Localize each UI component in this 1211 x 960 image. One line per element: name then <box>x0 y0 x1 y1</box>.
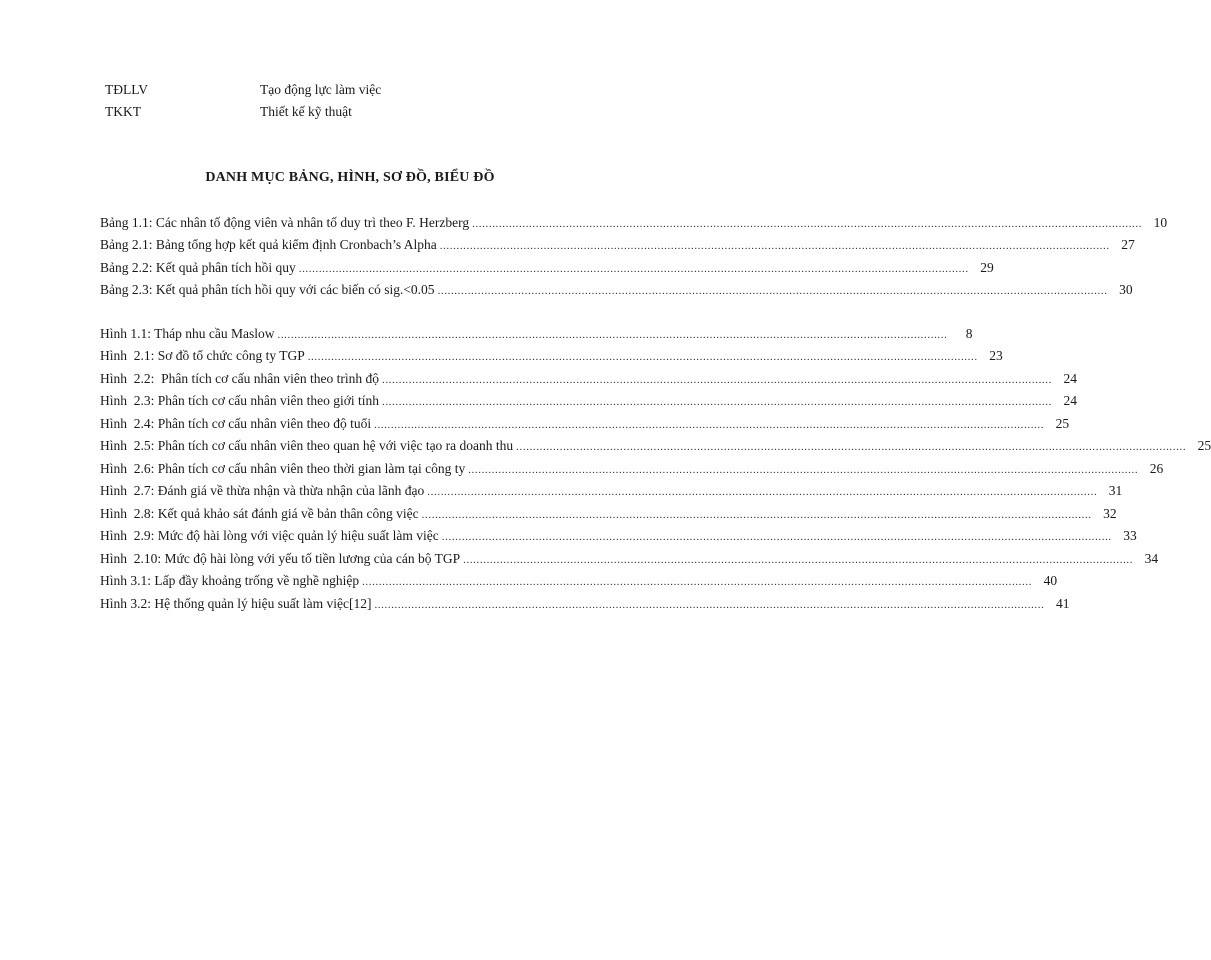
toc-figure-entry <box>100 549 1159 569</box>
toc-entry-label: Hình 3.1: Lấp đầy khoảng trống về nghề nghiệp <box>100 573 360 588</box>
toc-entry-page: 24 <box>1063 371 1077 386</box>
toc-figure-entry <box>100 324 973 344</box>
toc-entry-page: 25 <box>1197 438 1211 453</box>
toc-leader-dots: ........................................................................................................................................................................................................ <box>307 351 978 363</box>
toc-entry-page: 8 <box>965 326 973 341</box>
toc-leader-dots: ........................................................................................................................................................................................................ <box>374 599 1045 611</box>
toc-leader-dots: ........................................................................................................................................................................................................ <box>441 531 1112 543</box>
toc-entry-label: Bảng 2.1: Bảng tổng hợp kết quả kiểm định Cronbach’s Alpha <box>100 237 437 252</box>
toc-table-entry <box>100 280 1133 300</box>
toc-figure-entry <box>100 436 1211 456</box>
toc-entry-label: Hình 2.3: Phân tích cơ cấu nhân viên theo giới tính <box>100 393 379 408</box>
toc-entry-label: Bảng 2.3: Kết quả phân tích hồi quy với các biến có sig.<0.05 <box>100 282 435 297</box>
toc-entry-label: Hình 2.5: Phân tích cơ cấu nhân viên theo quan hệ với việc tạo ra doanh thu <box>100 438 514 453</box>
toc-leader-dots: ........................................................................................................................................................................................................ <box>381 374 1052 386</box>
abbreviation-value: Thiết kế kỹ thuật <box>260 104 352 119</box>
toc-entry-label: Hình 2.10: Mức độ hài lòng với yếu tố tiền lương của cán bộ TGP <box>100 551 461 566</box>
toc-entry-label: Hình 2.7: Đánh giá về thừa nhận và thừa nhận của lãnh đạo <box>100 483 425 498</box>
toc-entry-label: Hình 2.9: Mức độ hài lòng với việc quản lý hiệu suất làm việc <box>100 528 439 543</box>
toc-table-entry <box>100 258 994 278</box>
toc-leader-dots: ........................................................................................................................................................................................................ <box>516 441 1187 453</box>
abbreviation-value: Tạo động lực làm việc <box>260 82 382 97</box>
toc-leader-dots: ........................................................................................................................................................................................................ <box>439 240 1110 252</box>
toc-entry-page: 33 <box>1123 528 1137 543</box>
section-title: DANH MỤC BẢNG, HÌNH, SƠ ĐỒ, BIỂU ĐỒ <box>205 170 495 185</box>
toc-table-entry <box>100 213 1168 233</box>
toc-entry-page: 27 <box>1121 237 1135 252</box>
toc-leader-dots: ........................................................................................................................................................................................................ <box>298 263 969 275</box>
toc-table-entry <box>100 235 1135 255</box>
toc-figure-entry <box>100 594 1070 614</box>
toc-entry-page: 34 <box>1144 551 1159 566</box>
toc-leader-dots: ........................................................................................................................................................................................................ <box>421 509 1092 521</box>
toc-entry-page: 31 <box>1108 483 1123 498</box>
toc-entry-page: 26 <box>1149 461 1164 476</box>
toc-leader-dots: ........................................................................................................................................................................................................ <box>437 285 1108 297</box>
toc-figure-entry <box>100 571 1058 591</box>
toc-leader-dots: ........................................................................................................................................................................................................ <box>472 218 1143 230</box>
toc-figure-entry <box>100 481 1123 501</box>
toc-figure-entry <box>100 346 1003 366</box>
toc-entry-label: Hình 2.1: Sơ đồ tổ chức công ty TGP <box>100 348 305 363</box>
toc-entry-label: Hình 3.2: Hệ thống quản lý hiệu suất làm việc[12] <box>100 596 372 611</box>
toc-figure-entry <box>100 504 1117 524</box>
toc-entry-label: Bảng 1.1: Các nhân tố động viên và nhân tố duy trì theo F. Herzberg <box>100 215 470 230</box>
abbreviation-row <box>0 102 700 122</box>
toc-entry-page: 41 <box>1055 596 1070 611</box>
toc-entry-page: 24 <box>1063 393 1077 408</box>
toc-entry-page: 32 <box>1103 506 1117 521</box>
toc-entry-page: 29 <box>980 260 994 275</box>
toc-entry-page: 23 <box>989 348 1003 363</box>
toc-leader-dots: ........................................................................................................................................................................................................ <box>463 554 1134 566</box>
toc-entry-label: Hình 1.1: Tháp nhu cầu Maslow <box>100 326 275 341</box>
toc-entry-page: 30 <box>1119 282 1133 297</box>
toc-entry-label: Hình 2.4: Phân tích cơ cấu nhân viên theo độ tuổi <box>100 416 372 431</box>
toc-figure-entry <box>100 526 1137 546</box>
toc-figure-entry <box>100 391 1077 411</box>
toc-entry-label: Hình 2.8: Kết quả khảo sát đánh giá về bản thân công việc <box>100 506 419 521</box>
toc-leader-dots: ........................................................................................................................................................................................................ <box>362 576 1033 588</box>
toc-figure-entry <box>100 369 1077 389</box>
toc-entry-page: 25 <box>1055 416 1070 431</box>
abbreviation-key: TĐLLV <box>105 82 148 97</box>
toc-leader-dots: ........................................................................................................................................................................................................ <box>468 464 1139 476</box>
toc-leader-dots: ........................................................................................................................................................................................................ <box>381 396 1052 408</box>
abbreviation-key: TKKT <box>105 104 141 119</box>
toc-entry-label: Hình 2.6: Phân tích cơ cấu nhân viên theo thời gian làm tại công ty <box>100 461 466 476</box>
toc-entry-label: Hình 2.2: Phân tích cơ cấu nhân viên theo trình độ <box>100 371 379 386</box>
toc-leader-dots: ........................................................................................................................................................................................................ <box>277 329 948 341</box>
toc-leader-dots: ........................................................................................................................................................................................................ <box>374 419 1045 431</box>
toc-entry-page: 10 <box>1153 215 1168 230</box>
toc-entry-page: 40 <box>1043 573 1058 588</box>
toc-figure-entry <box>100 459 1164 479</box>
toc-figure-entry <box>100 414 1070 434</box>
toc-leader-dots: ........................................................................................................................................................................................................ <box>427 486 1098 498</box>
abbreviation-row <box>0 80 700 100</box>
toc-entry-label: Bảng 2.2: Kết quả phân tích hồi quy <box>100 260 296 275</box>
